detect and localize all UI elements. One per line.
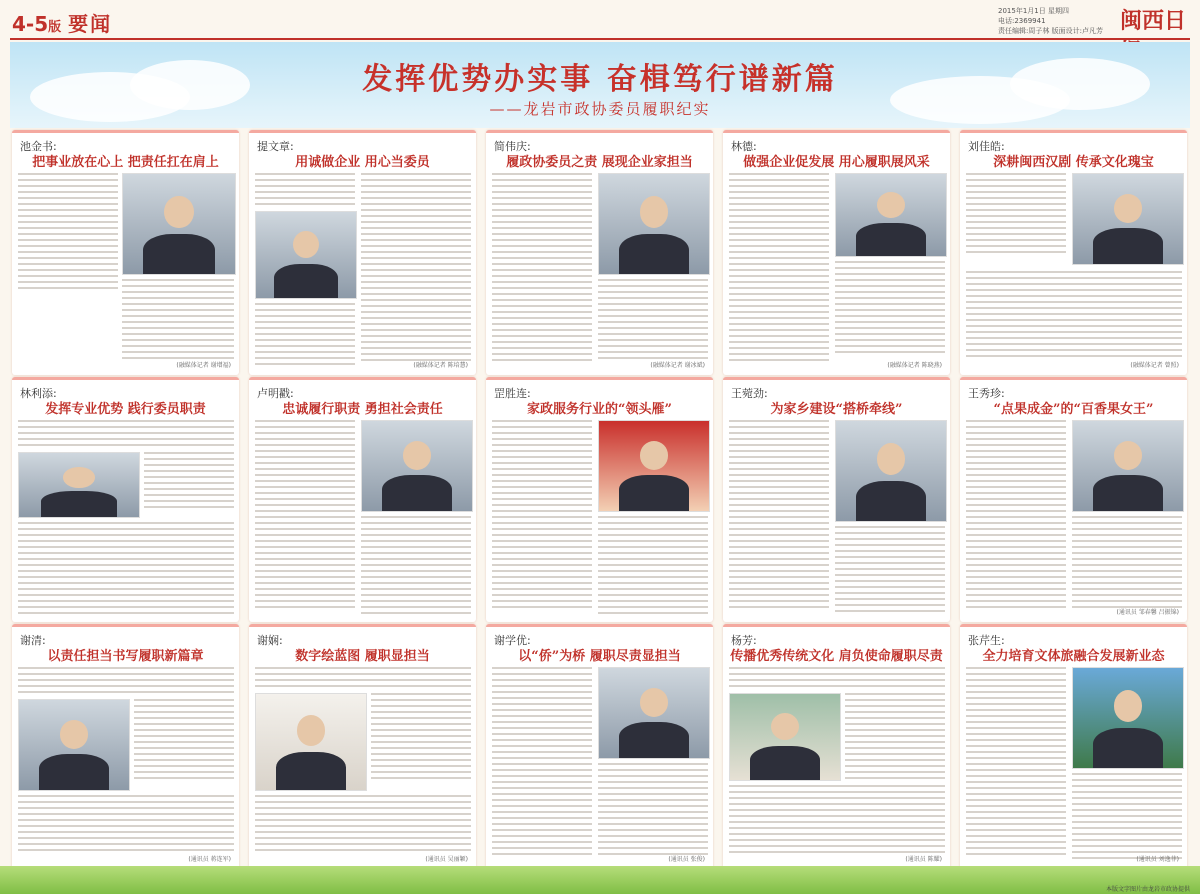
member-photo	[598, 420, 710, 512]
member-name: 简伟庆:	[494, 140, 531, 153]
article-title: 家政服务行业的“领头雁”	[527, 402, 672, 417]
member-name: 张芹生:	[968, 634, 1005, 647]
profile-card	[960, 624, 1187, 869]
member-name: 谢娴:	[257, 634, 283, 647]
member-name: 王秀珍:	[968, 387, 1005, 400]
article-title: 忠诚履行职责 勇担社会责任	[282, 402, 443, 417]
article-byline: (融媒体记者 谢冰斌)	[650, 362, 705, 369]
member-name: 林德:	[731, 140, 757, 153]
member-name: 提文章:	[257, 140, 294, 153]
profile-card	[960, 130, 1187, 375]
article-byline: (融媒体记者 谢增福)	[176, 362, 231, 369]
article-title: “点果成金”的“百香果女王”	[993, 402, 1154, 417]
member-photo	[18, 699, 130, 791]
member-photo	[1072, 667, 1184, 769]
feature-banner	[10, 42, 1190, 128]
profile-card	[249, 130, 476, 375]
article-byline: (融媒体记者 陈晓燕)	[887, 362, 942, 369]
profile-card	[12, 624, 239, 869]
profile-card	[960, 377, 1187, 622]
article-title: 深耕闽西汉剧 传承文化瑰宝	[993, 155, 1154, 170]
profile-card	[723, 130, 950, 375]
article-byline: (融媒体记者 陈培慧)	[413, 362, 468, 369]
member-name: 罡胜连:	[494, 387, 531, 400]
article-title: 做强企业促发展 用心履职展风采	[743, 155, 930, 170]
article-title: 用诚做企业 用心当委员	[295, 155, 430, 170]
feature-title: 发挥优势办实事 奋楫笃行谱新篇	[362, 62, 838, 97]
member-photo	[122, 173, 236, 275]
footer-credit: 本版文字图片由龙岩市政协提供	[1105, 886, 1190, 893]
member-name: 卢明戳:	[257, 387, 294, 400]
member-name: 杨芳:	[731, 634, 757, 647]
article-byline: (通讯员 邹春馨 吕振锦)	[1116, 609, 1179, 616]
profile-grid	[12, 130, 1188, 866]
profile-card	[486, 130, 713, 375]
member-photo	[18, 452, 140, 518]
member-name: 王菀劲:	[731, 387, 768, 400]
member-name: 林利添:	[20, 387, 57, 400]
member-photo	[598, 667, 710, 759]
issue-date: 2015年1月1日 星期四	[998, 7, 1069, 15]
article-title: 以“侨”为桥 履职尽责显担当	[518, 649, 681, 664]
member-photo	[1072, 420, 1184, 512]
header-divider	[10, 38, 1190, 40]
issue-phone: 电话:2369941	[998, 17, 1046, 25]
article-title: 全力培育文体旅融合发展新业态	[982, 649, 1165, 664]
profile-card	[12, 130, 239, 375]
newspaper-logo: 闽西日	[1120, 8, 1187, 34]
profile-card	[486, 377, 713, 622]
profile-card	[723, 377, 950, 622]
profile-card	[486, 624, 713, 869]
article-byline: (通讯员 张俊)	[668, 856, 705, 863]
member-photo	[255, 211, 357, 299]
member-name: 刘佳皓:	[968, 140, 1005, 153]
member-name: 谢清:	[20, 634, 46, 647]
grass-footer	[0, 866, 1200, 894]
section-name: 要闻	[68, 12, 113, 36]
profile-card	[723, 624, 950, 869]
article-byline: (通讯员 刘逸菲)	[1136, 856, 1179, 863]
profile-card	[249, 624, 476, 869]
article-title: 履政协委员之责 展现企业家担当	[506, 155, 693, 170]
article-title: 数字绘蓝图 履职显担当	[295, 649, 430, 664]
member-photo	[598, 173, 710, 275]
page-header	[0, 0, 1200, 40]
member-name: 池金书:	[20, 140, 57, 153]
article-byline: (融媒体记者 曾照)	[1130, 362, 1179, 369]
page-number: 4-5版 要闻	[12, 12, 113, 36]
article-title: 传播优秀传统文化 肩负使命履职尽责	[730, 649, 943, 664]
article-title: 把事业放在心上 把责任扛在肩上	[32, 155, 219, 170]
article-byline: (通讯员 吴丽颖)	[425, 856, 468, 863]
article-byline: (通讯员 蒋连军)	[188, 856, 231, 863]
member-photo	[729, 693, 841, 781]
issue-editors: 责任编辑:周子林 版面设计:卢凡芳	[998, 27, 1103, 35]
member-photo	[255, 693, 367, 791]
article-title: 以责任担当书写履职新篇章	[47, 649, 204, 664]
article-byline: (通讯员 陈耀)	[905, 856, 942, 863]
issue-info	[998, 6, 1118, 36]
article-title: 发挥专业优势 践行委员职责	[45, 402, 206, 417]
profile-card	[12, 377, 239, 622]
member-photo	[361, 420, 473, 512]
member-photo	[835, 173, 947, 257]
feature-subtitle: ——龙岩市政协委员履职纪实	[489, 100, 711, 118]
member-photo	[835, 420, 947, 522]
profile-card	[249, 377, 476, 622]
article-title: 为家乡建设“搭桥牵线”	[770, 402, 903, 417]
member-photo	[1072, 173, 1184, 265]
member-name: 谢学优:	[494, 634, 531, 647]
